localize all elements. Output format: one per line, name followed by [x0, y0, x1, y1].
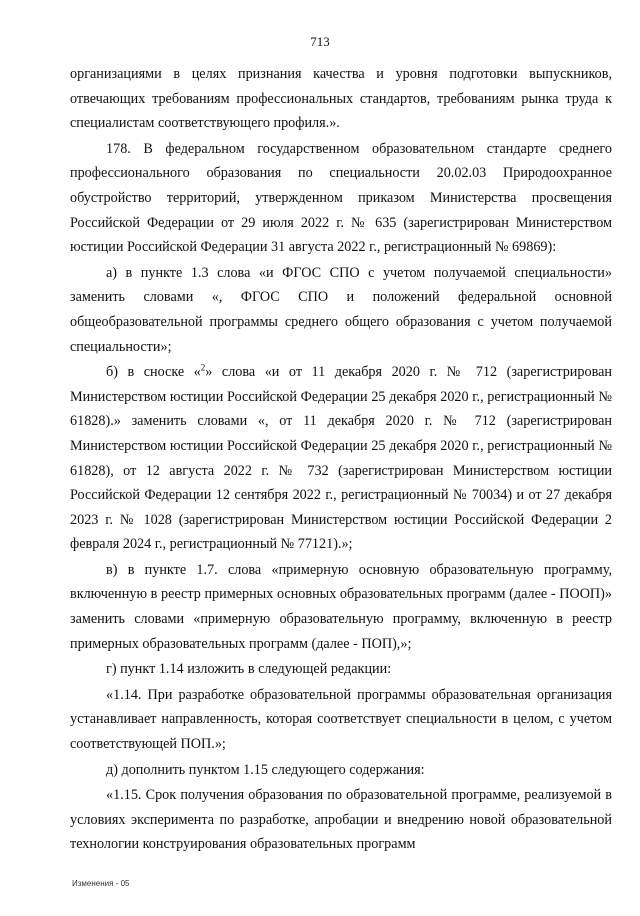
paragraph-1-15: «1.15. Срок получения образования по образовательной программе, реализуемой в условиях эксперимента по разработке, апробации и внедрению новой образовательной технологии конструирования образовательных программ — [70, 787, 612, 853]
item-b-text-before: б) в сноске « — [106, 364, 201, 381]
item-b-text-after: » слова «и от 11 декабря 2020 г. № 712 (зарегистрирован Министерством юстиции Российской Федерации 25 декабря 2020 г., регистрационный № 61828).» заменить словами «, от 11 декабря 2020 г. № 712 (зарегистрирован Министерством юстиции Российской Федерации 25 декабря 2020 г., регистрационный № 61828), от 12 августа 2022 г. № 732 (зарегистрирован Министерством юстиции Российской Федерации 12 сентября 2022 г., регистрационный № 70034) и от 27 декабря 2023 г. № 1028 (зарегистрирован Министерством юстиции Российской Федерации 2 февраля 2024 г., регистрационный № 77121).»; — [70, 364, 612, 553]
paragraph-item-a: а) в пункте 1.3 слова «и ФГОС СПО с учетом получаемой специальности» заменить словами «, ФГОС СПО и положений федеральной основной общеобразовательной программы среднего общего образования с учетом получаемой специальности»; — [70, 264, 612, 355]
paragraph-item-v: в) в пункте 1.7. слова «примерную основную образовательную программу, включенную в реестр примерных основных образовательных программ (далее - ПООП)» заменить словами «примерную образовательную программу, включенную в реестр примерных образовательных программ (далее - ПОП),»; — [70, 561, 612, 652]
footer-revision-mark: Изменения - 05 — [72, 879, 130, 888]
paragraph-item-d: д) дополнить пунктом 1.15 следующего содержания: — [106, 761, 425, 778]
document-body — [70, 62, 612, 857]
paragraph-1-14: «1.14. При разработке образовательной программы образовательная организация устанавливает направленность, которая соответствует специальности в целом, с учетом соответствующей ПОП.»; — [70, 686, 612, 753]
paragraph-178: 178. В федеральном государственном образовательном стандарте среднего профессионального образования по специальности 20.02.03 Природоохранное обустройство территорий, утвержденном приказом Министерства просвещения Российской Федерации от 29 июля 2022 г. № 635 (зарегистрирован Министерством юстиции Российской Федерации 31 августа 2022 г., регистрационный № 69869): — [70, 140, 612, 256]
page-number: 713 — [310, 34, 330, 49]
paragraph-item-b — [70, 360, 612, 557]
footnote-reference: 2 — [200, 362, 206, 373]
paragraph-item-g: г) пункт 1.14 изложить в следующей редакции: — [106, 661, 392, 678]
paragraph-continuation: организациями в целях признания качества и уровня подготовки выпускников, отвечающих требованиям профессиональных стандартов, требованиям рынка труда к специалистам соответствующего профиля.». — [70, 66, 612, 132]
